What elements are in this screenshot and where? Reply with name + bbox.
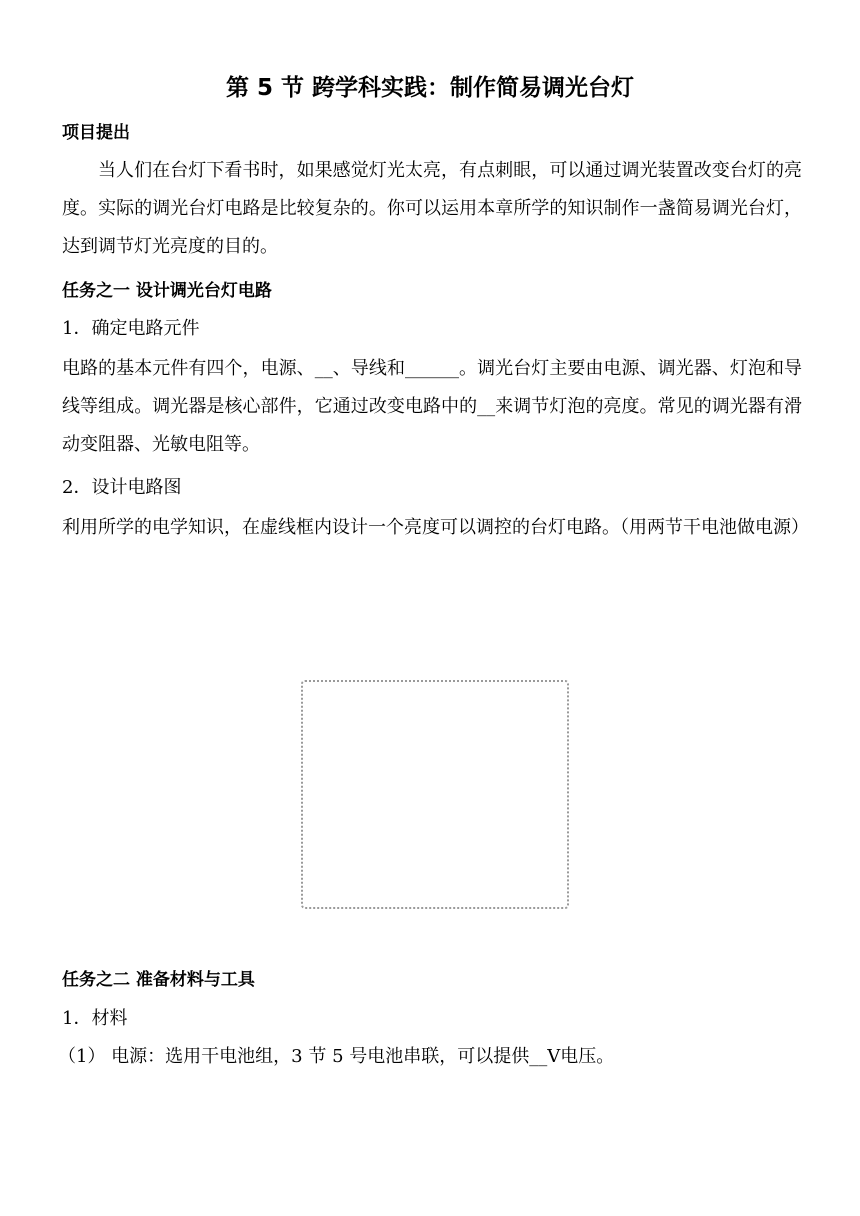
materials-title: 1．材料 <box>62 1008 128 1029</box>
step1-title: 1．确定电路元件 <box>62 318 200 339</box>
section-heading-task1: 任务之一 设计调光台灯电路 <box>62 281 272 301</box>
proposal-paragraph: 当人们在台灯下看书时，如果感觉灯光太亮，有点刺眼，可以通过调光装置改变台灯的亮度。实际的调光台灯电路是比较复杂的。你可以运用本章所学的知识制作一盏简易调光台灯，达到调节灯光亮度的目的。 <box>62 160 802 257</box>
step1-text: 电路的基本元件有四个，电源、__、导线和______。调光台灯主要由电源、调光器、灯泡和导线等组成。调光器是核心部件，它通过改变电路中的__来调节灯泡的亮度。常见的调光器有滑动变阻器、光敏电阻等。 <box>62 358 802 455</box>
step2-title: 2．设计电路图 <box>62 477 182 498</box>
section-heading-proposal: 项目提出 <box>62 123 130 143</box>
section-heading-task2: 任务之二 准备材料与工具 <box>62 970 255 990</box>
step2-text: 利用所学的电学知识，在虚线框内设计一个亮度可以调控的台灯电路。（用两节干电池做电源） <box>62 517 809 538</box>
material-item-power-source: （1） 电源：选用干电池组，3 节 5 号电池串联，可以提供__V电压。 <box>58 1046 615 1067</box>
page-title: 第 5 节 跨学科实践：制作简易调光台灯 <box>225 75 635 101</box>
circuit-drawing-box[interactable] <box>301 680 569 909</box>
